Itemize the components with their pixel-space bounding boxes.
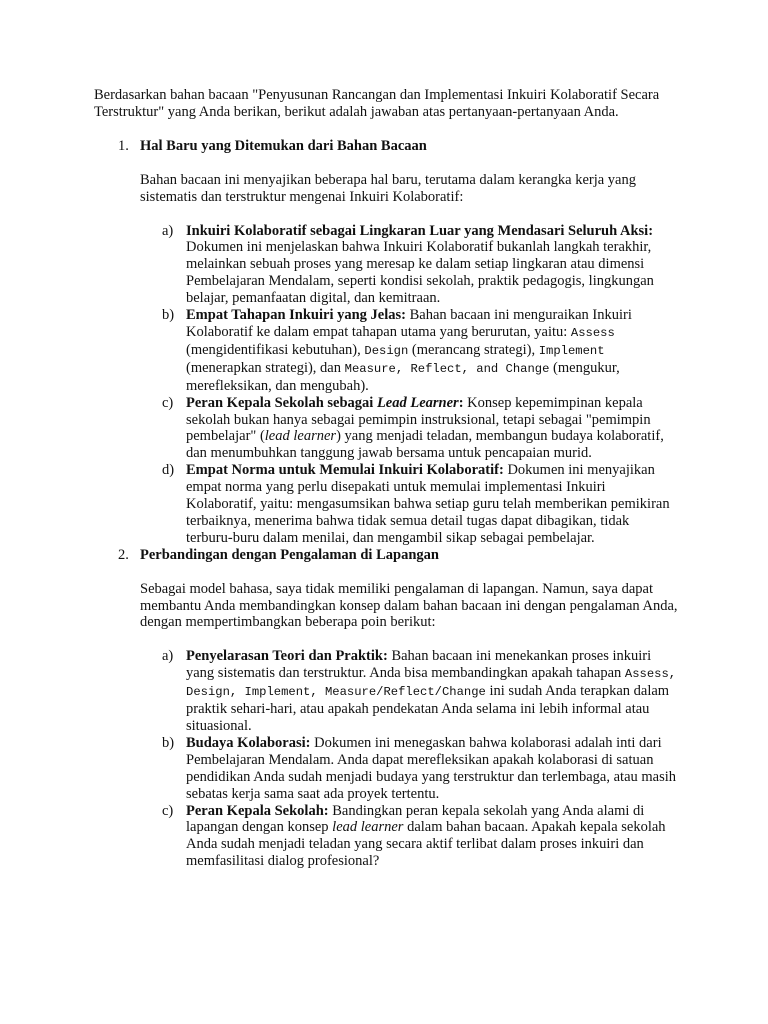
section-1 [94,138,679,547]
code-term: Measure, Reflect, and Change [344,361,550,376]
list-marker: b) [162,307,175,324]
list-item [140,803,679,871]
item-text: Dokumen ini menyajikan empat norma yang perlu disepakati untuk memulai implementasi Inkuiri Kolaboratif, yaitu: mengasumsikan bahwa setiap guru telah memberikan pemikiran terbaiknya, menerima bahwa tidak semua detail tugas dapat dibagikan, tidak terburu-buru dalam menilai, dan mengambil sikap sebagai pembelajar. [186,462,670,546]
section-title: Hal Baru yang Ditemukan dari Bahan Bacaan [140,137,427,154]
item-heading: Empat Tahapan Inkuiri yang Jelas: [186,307,406,324]
item-text: Dokumen ini menjelaskan bahwa Inkuiri Kolaboratif bukanlah langkah terakhir, melainkan sebuah proses yang meresap ke dalam setiap lingkaran atau dimensi Pembelajaran Mendalam, seperti kondisi sekolah, praktik pedagogis, lingkungan belajar, pemanfaatan digital, dan kemitraan. [186,239,654,307]
item-text: Konsep kepemimpinan kepala sekolah bukan hanya sebagai pemimpin instruksional, tetapi sebagai "pemimpin pembelajar" ( [186,394,651,445]
list-marker: c) [162,394,174,411]
list-marker: d) [162,462,175,479]
list-item [140,307,679,395]
section-paragraph: Sebagai model bahasa, saya tidak memiliki pengalaman di lapangan. Namun, saya dapat membantu Anda membandingkan konsep dalam bahan bacaan ini dengan pengalaman Anda, dengan mempertimbangkan beberapa poin berikut: [140,580,678,631]
section-number: 1. [118,137,129,154]
item-text: Bandingkan peran kepala sekolah yang Anda alami di lapangan dengan konsep [186,802,645,836]
list-marker: b) [162,734,175,751]
item-text: dalam bahan bacaan. Apakah kepala sekolah Anda sudah menjadi teladan yang secara aktif terlibat dalam proses inkuiri dan memfasilitasi dialog profesional? [186,819,666,870]
item-heading: Penyelarasan Teori dan Praktik: [186,648,388,665]
item-heading: Budaya Kolaborasi: [186,734,311,751]
list-item [140,223,679,308]
item-text: ini sudah Anda terapkan dalam praktik sehari-hari, atau apakah pendekatan Anda selama ini lebih informal atau situasional. [186,683,670,734]
item-heading-end: : [458,394,464,411]
list-marker: a) [162,222,174,239]
item-text: (menerapkan strategi), dan [186,359,341,376]
item-text: (merancang strategi), [411,341,536,358]
document-page [94,87,679,870]
code-term: Implement [538,343,605,358]
item-text: (mengukur, merefleksikan, dan mengubah). [186,359,620,394]
code-term: Assess [570,325,615,340]
section-paragraph: Bahan bacaan ini menyajikan beberapa hal baru, terutama dalam kerangka kerja yang sistematis dan terstruktur mengenai Inkuiri Kolaboratif: [140,171,636,205]
item-heading [186,395,464,411]
item-text: Bahan bacaan ini menekankan proses inkuiri yang sistematis dan terstruktur. Anda bisa membandingkan apakah tahapan [186,648,652,682]
list-marker: c) [162,802,174,819]
sub-list [140,648,679,870]
list-marker: a) [162,648,174,665]
item-heading-italic: Lead Learner [376,394,459,411]
item-heading: Peran Kepala Sekolah: [186,802,329,819]
section-2 [94,547,679,870]
list-item [140,462,679,547]
list-item [140,395,679,463]
code-term: Assess, Design, Implement, Measure/Reflect/Change [186,667,677,700]
item-heading-text: Peran Kepala Sekolah sebagai [186,394,374,411]
item-italic: lead learner [264,428,337,445]
item-heading: Inkuiri Kolaboratif sebagai Lingkaran Luar yang Mendasari Seluruh Aksi: [186,222,654,239]
list-item [140,735,679,803]
item-text: Dokumen ini menegaskan bahwa kolaborasi adalah inti dari Pembelajaran Mendalam. Anda dapat merefleksikan apakah kolaborasi di satuan pendidikan Anda sudah menjadi budaya yang terstruktur dan terlembaga, atau masih sebatas kerja sama saat ada proyek tertentu. [186,734,677,802]
intro-paragraph: Berdasarkan bahan bacaan "Penyusunan Rancangan dan Implementasi Inkuiri Kolaboratif Secara Terstruktur" yang Anda berikan, berikut adalah jawaban atas pertanyaan-pertanyaan Anda. [94,87,660,120]
section-title: Perbandingan dengan Pengalaman di Lapangan [140,546,439,563]
section-number: 2. [118,546,129,563]
item-heading: Empat Norma untuk Memulai Inkuiri Kolaboratif: [186,462,504,479]
item-text: ) yang menjadi teladan, membangun budaya kolaboratif, dan menumbuhkan tanggung jawab bersama untuk pencapaian murid. [186,428,664,462]
list-item [140,648,679,735]
code-term: Design [364,343,409,358]
sub-list [140,223,679,547]
item-text: Bahan bacaan ini menguraikan Inkuiri Kolaboratif ke dalam empat tahapan utama yang berurutan, yaitu: [186,307,632,340]
item-italic: lead learner [332,819,404,836]
item-text: (mengidentifikasi kebutuhan), [186,341,361,358]
